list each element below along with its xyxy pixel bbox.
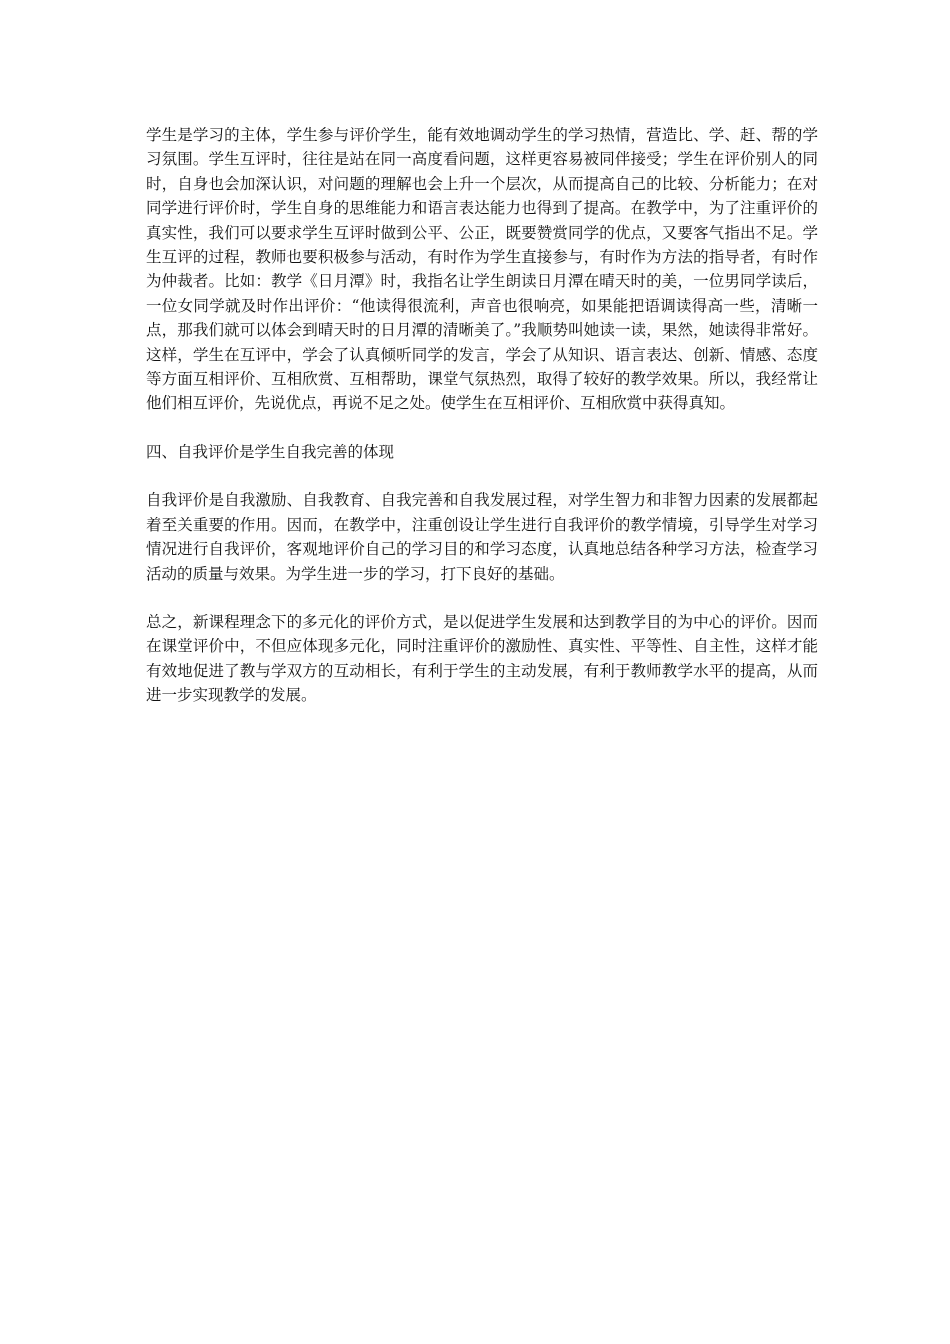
section-heading-self-evaluation: 四、自我评价是学生自我完善的体现 xyxy=(146,442,395,461)
paragraph-self-evaluation: 自我评价是自我激励、自我教育、自我完善和自我发展过程，对学生智力和非智力因素的发展都起着至关重要的作用。因而，在教学中，注重创设让学生进行自我评价的教学情境，引导学生对学习情况进行自我评价，客观地评价自己的学习目的和学习态度，认真地总结各种学习方法，检查学习活动的质量与效果。为学生进一步的学习，打下良好的基础。 xyxy=(146,491,818,583)
paragraph-conclusion: 总之，新课程理念下的多元化的评价方式，是以促进学生发展和达到教学目的为中心的评价。因而在课堂评价中，不但应体现多元化，同时注重评价的激励性、真实性、平等性、自主性，这样才能有效地促进了教与学双方的互动相长，有利于学生的主动发展，有利于教师教学水平的提高，从而进一步实现教学的发展。 xyxy=(146,612,818,705)
paragraph-peer-evaluation: 学生是学习的主体，学生参与评价学生，能有效地调动学生的学习热情，营造比、学、赶、帮的学习氛围。学生互评时，往往是站在同一高度看问题，这样更容易被同伴接受；学生在评价别人的同时，自身也会加深认识，对问题的理解也会上升一个层次，从而提高自己的比较、分析能力；在对同学进行评价时，学生自身的思维能力和语言表达能力也得到了提高。在教学中，为了注重评价的真实性，我们可以要求学生互评时做到公平、公正，既要赞赏同学的优点，又要客气指出不足。学生互评的过程，教师也要积极参与活动，有时作为学生直接参与，有时作为方法的指导者，有时作为仲裁者。比如：教学《日月潭》时，我指名让学生朗读日月潭在晴天时的美，一位男同学读后，一位女同学就及时作出评价：“他读得很流利，声音也很响亮，如果能把语调读得高一些，清晰一点，那我们就可以体会到晴天时的日月潭的清晰美了。”我顺势叫她读一读，果然，她读得非常好。这样，学生在互评中，学会了认真倾听同学的发言，学会了从知识、语言表达、创新、情感、态度等方面互相评价、互相欣赏、互相帮助，课堂气氛热烈，取得了较好的教学效果。所以，我经常让他们相互评价，先说优点，再说不足之处。使学生在互相评价、互相欣赏中获得真知。 xyxy=(146,126,818,413)
document-body xyxy=(146,123,818,732)
